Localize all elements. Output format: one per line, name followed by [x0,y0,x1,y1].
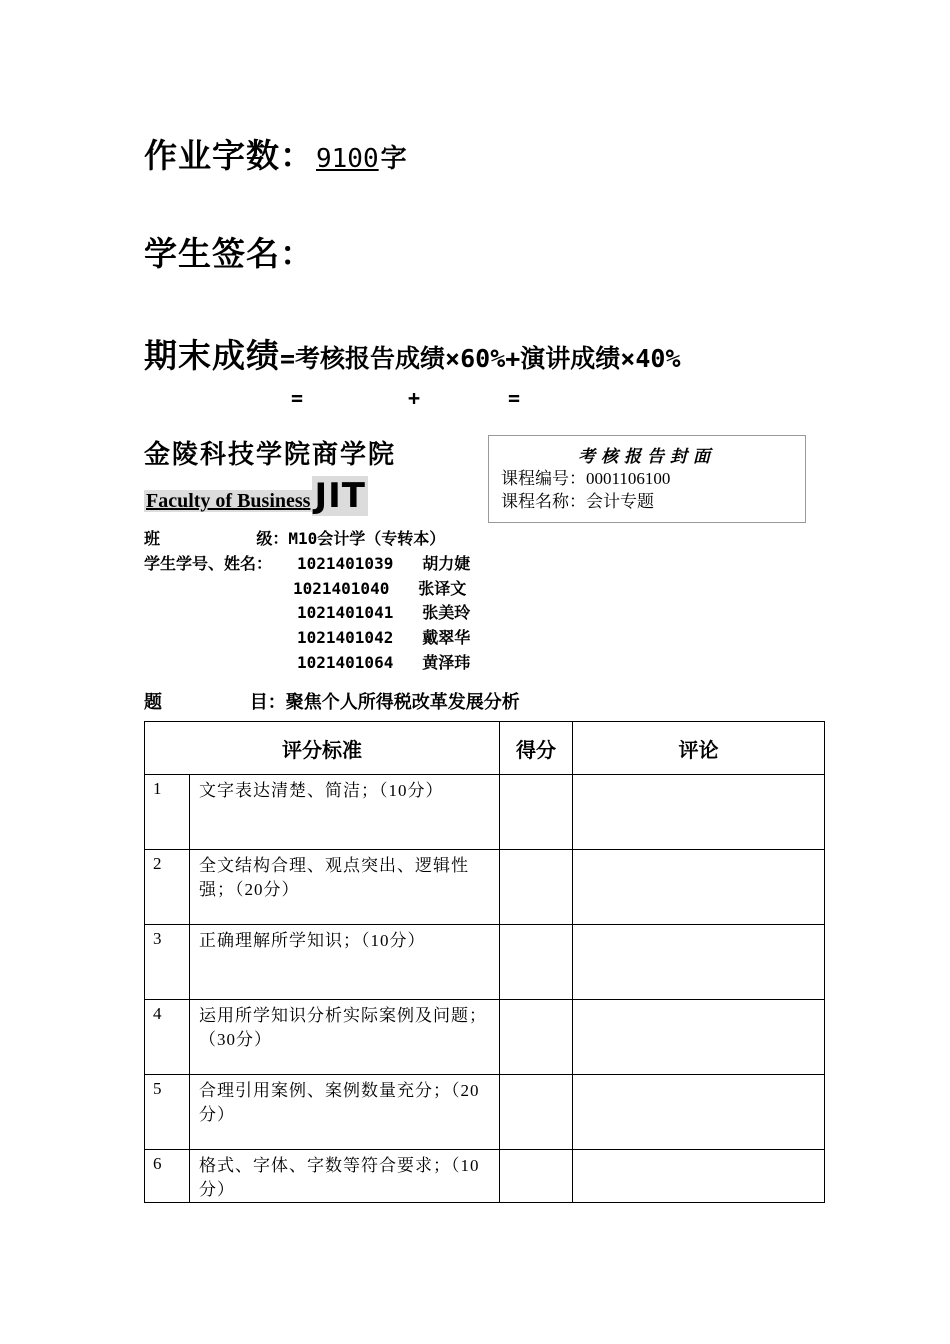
score-cell[interactable] [500,850,573,925]
row-criteria: 正确理解所学知识；（10分） [190,925,500,1000]
faculty-line [144,478,368,514]
row-number: 4 [145,1000,190,1075]
row-criteria: 合理引用案例、案例数量充分；（20分） [190,1075,500,1150]
grading-table [144,721,825,1203]
course-name: 课程名称：会计专题 [501,492,654,511]
class-value: M10会计学（专转本） [288,529,446,548]
student-id: 1021401039 [297,554,394,573]
score-cell[interactable] [500,1075,573,1150]
row-number: 3 [145,925,190,1000]
score-cell[interactable] [500,1000,573,1075]
student-name: 胡力婕 [422,554,471,573]
signature-label: 学生签名： [144,234,314,273]
score-cell[interactable] [500,925,573,1000]
row-criteria: 全文结构合理、观点突出、逻辑性强；（20分） [190,850,500,925]
header-criteria: 评分标准 [145,722,500,775]
class-label: 班 级： [144,529,289,548]
score-cell[interactable] [500,775,573,850]
comment-cell[interactable] [573,775,825,850]
comment-cell[interactable] [573,1150,825,1203]
comment-cell[interactable] [573,1000,825,1075]
table-row [145,850,825,925]
final-grade-formula: =考核报告成绩×60%+演讲成绩×40% [280,344,681,373]
table-header-row [145,722,825,775]
student-row [297,600,470,623]
student-id: 1021401042 [297,628,394,647]
cover-title: 考核报告封面 [578,447,716,467]
topic-line [144,688,520,714]
faculty-name: Faculty of Business [146,490,311,512]
comment-cell[interactable] [573,925,825,1000]
topic-label: 题 目： [144,692,286,713]
student-name: 张译文 [418,579,467,598]
student-name: 张美玲 [422,603,471,622]
cover-box [488,435,806,523]
blank-eq-1: = [291,386,304,410]
comment-cell[interactable] [573,1075,825,1150]
header-comment: 评论 [573,722,825,775]
row-number: 1 [145,775,190,850]
blank-plus: + [408,386,421,410]
word-count-label: 作业字数： [144,136,314,175]
comment-cell[interactable] [573,850,825,925]
jit-logo: JIT [314,476,366,516]
student-id: 1021401064 [297,653,394,672]
course-number: 课程编号：0001106100 [501,469,671,488]
row-number: 5 [145,1075,190,1150]
id-name-label: 学生学号、姓名： [144,554,273,573]
student-row [297,625,470,648]
word-count-unit: 字 [380,144,407,174]
school-name: 金陵科技学院商学院 [144,440,397,470]
header-score: 得分 [500,722,573,775]
student-row [297,650,470,673]
row-criteria: 运用所学知识分析实际案例及问题；（30分） [190,1000,500,1075]
row-number: 6 [145,1150,190,1203]
topic-value: 聚焦个人所得税改革发展分析 [285,692,520,713]
student-name: 戴翠华 [422,628,471,647]
row-criteria: 格式、字体、字数等符合要求；（10分） [190,1150,500,1203]
final-grade-label: 期末成绩 [144,336,280,375]
row-number: 2 [145,850,190,925]
class-line [144,526,445,549]
table-row [145,775,825,850]
word-count-value: 9100 [316,144,379,174]
row-criteria: 文字表达清楚、简洁；（10分） [190,775,500,850]
score-cell[interactable] [500,1150,573,1203]
student-row [293,576,466,599]
table-row [145,1075,825,1150]
table-row [145,1150,825,1203]
student-name: 黄泽玮 [422,653,471,672]
student-id: 1021401041 [297,603,394,622]
student-id: 1021401040 [293,579,390,598]
table-row [145,1000,825,1075]
final-grade-line [144,330,681,377]
student-row [297,551,470,574]
word-count-line [144,130,407,177]
table-row [145,925,825,1000]
blank-eq-2: = [508,386,521,410]
